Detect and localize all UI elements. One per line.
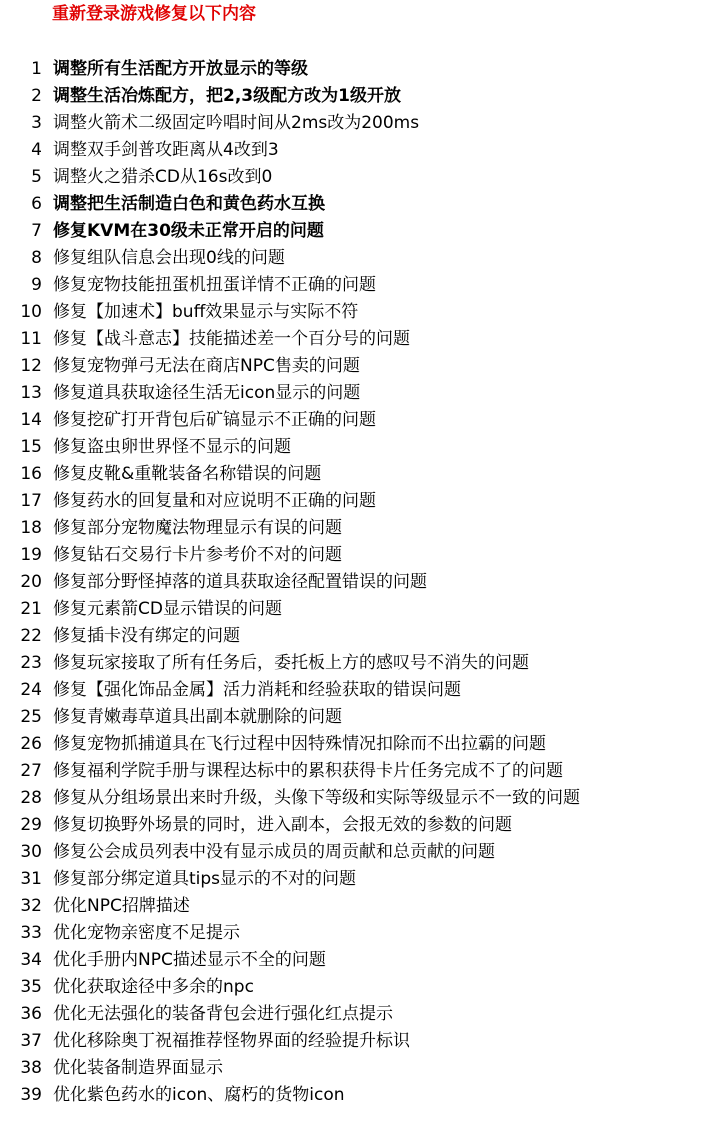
item-number: 25	[20, 707, 42, 727]
item-number: 5	[31, 167, 42, 187]
item-text: 优化移除奥丁祝福推荐怪物界面的经验提升标识	[53, 1031, 410, 1051]
list-item	[0, 704, 723, 731]
item-number: 38	[20, 1058, 42, 1078]
item-text: 优化无法强化的装备背包会进行强化红点提示	[53, 1004, 393, 1024]
item-text: 修复盗虫卵世界怪不显示的问题	[53, 437, 291, 457]
item-text: 修复部分宠物魔法物理显示有误的问题	[53, 518, 342, 538]
item-text: 修复皮靴&重靴装备名称错误的问题	[53, 464, 322, 484]
item-number: 6	[31, 194, 42, 214]
list-item	[0, 893, 723, 920]
list-item	[0, 353, 723, 380]
list-item	[0, 731, 723, 758]
item-number: 32	[20, 896, 42, 916]
item-number: 20	[20, 572, 42, 592]
item-number: 13	[20, 383, 42, 403]
item-number: 39	[20, 1085, 42, 1105]
item-number: 18	[20, 518, 42, 538]
item-number: 10	[20, 302, 42, 322]
item-text: 修复切换野外场景的同时，进入副本，会报无效的参数的问题	[53, 815, 512, 835]
item-text: 优化紫色药水的icon、腐朽的货物icon	[53, 1085, 345, 1105]
list-item	[0, 191, 723, 218]
list-item	[0, 677, 723, 704]
item-number: 34	[20, 950, 42, 970]
list-item	[0, 758, 723, 785]
list-item	[0, 866, 723, 893]
item-text: 修复玩家接取了所有任务后，委托板上方的感叹号不消失的问题	[53, 653, 529, 673]
list-item	[0, 785, 723, 812]
item-text: 调整生活冶炼配方，把2,3级配方改为1级开放	[53, 86, 401, 106]
item-number: 17	[20, 491, 42, 511]
item-text: 修复KVM在30级未正常开启的问题	[53, 221, 324, 241]
item-number: 33	[20, 923, 42, 943]
item-number: 16	[20, 464, 42, 484]
item-text: 修复宠物技能扭蛋机扭蛋详情不正确的问题	[53, 275, 376, 295]
item-text: 修复青嫩毒草道具出副本就删除的问题	[53, 707, 342, 727]
page-heading: 重新登录游戏修复以下内容	[52, 4, 256, 24]
item-number: 37	[20, 1031, 42, 1051]
item-number: 28	[20, 788, 42, 808]
list-item	[0, 218, 723, 245]
item-number: 3	[31, 113, 42, 133]
item-text: 调整把生活制造白色和黄色药水互换	[53, 194, 325, 214]
item-number: 29	[20, 815, 42, 835]
item-number: 11	[20, 329, 42, 349]
item-text: 调整所有生活配方开放显示的等级	[53, 59, 308, 79]
list-item	[0, 56, 723, 83]
list-item	[0, 164, 723, 191]
list-item	[0, 110, 723, 137]
item-text: 调整双手剑普攻距离从4改到3	[53, 140, 279, 160]
item-number: 15	[20, 437, 42, 457]
item-number: 22	[20, 626, 42, 646]
list-item	[0, 299, 723, 326]
item-number: 27	[20, 761, 42, 781]
item-text: 修复挖矿打开背包后矿镐显示不正确的问题	[53, 410, 376, 430]
item-number: 19	[20, 545, 42, 565]
item-number: 36	[20, 1004, 42, 1024]
item-number: 30	[20, 842, 42, 862]
item-number: 21	[20, 599, 42, 619]
list-item	[0, 380, 723, 407]
item-text: 调整火之猎杀CD从16s改到0	[53, 167, 273, 187]
item-text: 修复【加速术】buff效果显示与实际不符	[53, 302, 359, 322]
item-number: 4	[31, 140, 42, 160]
list-item	[0, 461, 723, 488]
item-text: 修复药水的回复量和对应说明不正确的问题	[53, 491, 376, 511]
list-item	[0, 1028, 723, 1055]
item-number: 31	[20, 869, 42, 889]
item-text: 修复福利学院手册与课程达标中的累积获得卡片任务完成不了的问题	[53, 761, 563, 781]
list-item	[0, 947, 723, 974]
item-text: 修复元素箭CD显示错误的问题	[53, 599, 282, 619]
list-item	[0, 1055, 723, 1082]
item-number: 7	[31, 221, 42, 241]
item-number: 24	[20, 680, 42, 700]
list-item	[0, 839, 723, 866]
list-item	[0, 1082, 723, 1109]
list-item	[0, 569, 723, 596]
item-number: 14	[20, 410, 42, 430]
list-item	[0, 488, 723, 515]
item-text: 优化装备制造界面显示	[53, 1058, 223, 1078]
list-item	[0, 596, 723, 623]
item-text: 修复部分野怪掉落的道具获取途径配置错误的问题	[53, 572, 427, 592]
item-text: 优化NPC招牌描述	[53, 896, 190, 916]
item-text: 修复插卡没有绑定的问题	[53, 626, 240, 646]
item-number: 26	[20, 734, 42, 754]
item-text: 修复宠物弹弓无法在商店NPC售卖的问题	[53, 356, 360, 376]
list-item	[0, 650, 723, 677]
item-number: 8	[31, 248, 42, 268]
list-item	[0, 920, 723, 947]
item-number: 12	[20, 356, 42, 376]
item-number: 1	[31, 59, 42, 79]
item-text: 优化宠物亲密度不足提示	[53, 923, 240, 943]
list-item	[0, 542, 723, 569]
list-item	[0, 623, 723, 650]
item-text: 修复道具获取途径生活无icon显示的问题	[53, 383, 361, 403]
item-text: 修复从分组场景出来时升级，头像下等级和实际等级显示不一致的问题	[53, 788, 580, 808]
changelog-list	[0, 56, 723, 1109]
item-text: 修复组队信息会出现0线的问题	[53, 248, 285, 268]
item-text: 修复公会成员列表中没有显示成员的周贡献和总贡献的问题	[53, 842, 495, 862]
list-item	[0, 974, 723, 1001]
list-item	[0, 272, 723, 299]
item-text: 修复钻石交易行卡片参考价不对的问题	[53, 545, 342, 565]
list-item	[0, 245, 723, 272]
list-item	[0, 83, 723, 110]
item-text: 修复【强化饰品金属】活力消耗和经验获取的错误问题	[53, 680, 461, 700]
item-number: 35	[20, 977, 42, 997]
list-item	[0, 434, 723, 461]
item-number: 9	[31, 275, 42, 295]
item-text: 优化获取途径中多余的npc	[53, 977, 254, 997]
item-text: 优化手册内NPC描述显示不全的问题	[53, 950, 326, 970]
list-item	[0, 137, 723, 164]
item-text: 调整火箭术二级固定吟唱时间从2ms改为200ms	[53, 113, 420, 133]
list-item	[0, 812, 723, 839]
item-text: 修复【战斗意志】技能描述差一个百分号的问题	[53, 329, 410, 349]
list-item	[0, 1001, 723, 1028]
item-number: 2	[31, 86, 42, 106]
list-item	[0, 515, 723, 542]
list-item	[0, 407, 723, 434]
list-item	[0, 326, 723, 353]
item-text: 修复宠物抓捕道具在飞行过程中因特殊情况扣除而不出拉霸的问题	[53, 734, 546, 754]
item-number: 23	[20, 653, 42, 673]
item-text: 修复部分绑定道具tips显示的不对的问题	[53, 869, 357, 889]
